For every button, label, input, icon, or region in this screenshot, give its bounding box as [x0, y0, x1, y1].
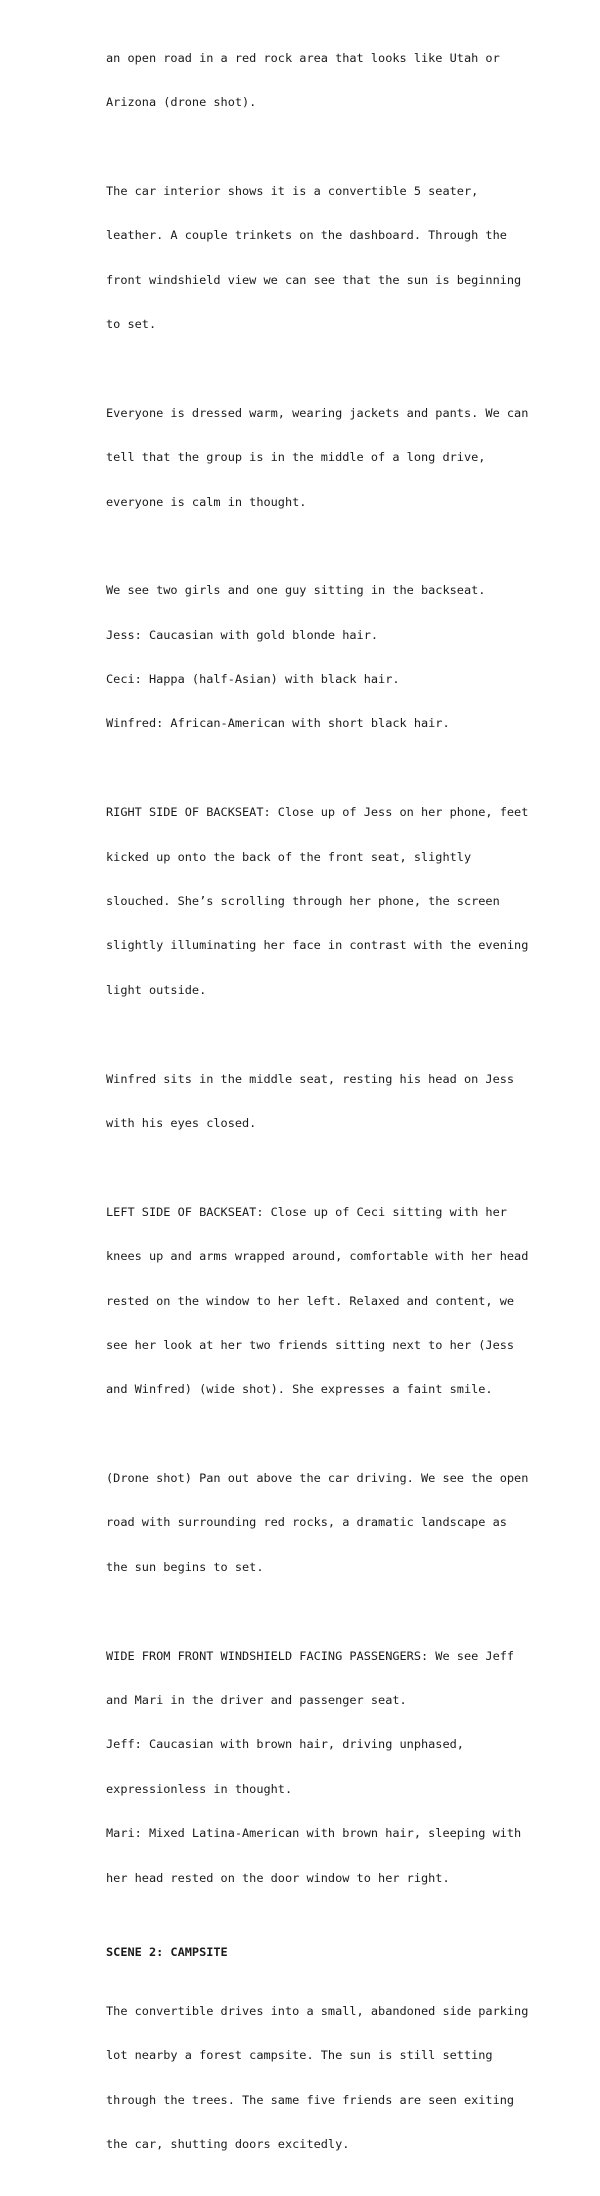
script-line: RIGHT SIDE OF BACKSEAT: Close up of Jess on her phone, feet [106, 805, 529, 820]
script-line: leather. A couple trinkets on the dashboard. Through the [106, 228, 507, 243]
action-paragraph-winfred [106, 1042, 546, 1160]
script-line: tell that the group is in the middle of a long drive, [106, 450, 486, 465]
script-line: (Drone shot) Pan out above the car driving. We see the open [106, 1471, 529, 1486]
script-line: an open road in a red rock area that looks like Utah or [106, 50, 500, 65]
action-paragraph-left-backseat [106, 1175, 546, 1427]
script-line: We see two girls and one guy sitting in the backseat. [106, 583, 486, 598]
script-line: kicked up onto the back of the front seat, slightly [106, 849, 472, 864]
action-paragraph-right-backseat [106, 776, 546, 1028]
script-line: LEFT SIDE OF BACKSEAT: Close up of Ceci sitting with her [106, 1204, 507, 1219]
script-line: lot nearby a forest campsite. The sun is still setting [106, 2048, 493, 2063]
character-description-winfred: Winfred: African-American with short black hair. [106, 716, 450, 731]
script-line: her head rested on the door window to her right. [106, 1870, 450, 1885]
script-line: through the trees. The same five friends are seen exiting [106, 2092, 515, 2107]
character-description-ceci: Ceci: Happa (half-Asian) with black hair. [106, 672, 400, 687]
script-line: and Winfred) (wide shot). She expresses a faint smile. [106, 1382, 493, 1397]
script-line: the car, shutting doors excitedly. [106, 2136, 350, 2151]
character-description-mari: Mari: Mixed Latina-American with brown hair, sleeping with [106, 1826, 522, 1841]
action-paragraph-drone-pan [106, 1442, 546, 1605]
script-line: knees up and arms wrapped around, comfortable with her head [106, 1249, 529, 1264]
script-line: expressionless in thought. [106, 1781, 293, 1796]
script-line: front windshield view we can see that the sun is beginning [106, 272, 522, 287]
script-line: slightly illuminating her face in contrast with the evening [106, 938, 529, 953]
script-line: rested on the window to her left. Relaxed and content, we [106, 1293, 515, 1308]
script-line: the sun begins to set. [106, 1559, 264, 1574]
script-line: see her look at her two friends sitting next to her (Jess [106, 1337, 515, 1352]
character-intro-backseat [106, 554, 546, 761]
script-line: The convertible drives into a small, abandoned side parking [106, 2003, 529, 2018]
script-line: and Mari in the driver and passenger seat. [106, 1693, 407, 1708]
scene-heading: SCENE 2: CAMPSITE [106, 1944, 228, 1959]
character-description-jess: Jess: Caucasian with gold blonde hair. [106, 627, 379, 642]
script-line: Winfred sits in the middle seat, resting his head on Jess [106, 1071, 515, 1086]
script-line: The car interior shows it is a convertible 5 seater, [106, 183, 479, 198]
script-line: Arizona (drone shot). [106, 94, 257, 109]
screenplay-body [106, 21, 546, 2196]
action-paragraph-front-windshield [106, 1619, 546, 1915]
action-paragraph-campsite [106, 1974, 546, 2181]
character-description-jeff: Jeff: Caucasian with brown hair, driving unphased, [106, 1737, 464, 1752]
script-line: road with surrounding red rocks, a dramatic landscape as [106, 1515, 507, 1530]
script-line: Everyone is dressed warm, wearing jackets and pants. We can [106, 405, 529, 420]
script-line: light outside. [106, 982, 207, 997]
script-line: everyone is calm in thought. [106, 494, 307, 509]
action-paragraph-car-interior [106, 154, 546, 361]
script-line: WIDE FROM FRONT WINDSHIELD FACING PASSENGERS: We see Jeff [106, 1648, 515, 1663]
action-paragraph-dressed-warm [106, 376, 546, 539]
script-line: to set. [106, 316, 157, 331]
script-line: slouched. She’s scrolling through her phone, the screen [106, 894, 500, 909]
action-paragraph-drone-road [106, 21, 546, 139]
script-line: with his eyes closed. [106, 1115, 257, 1130]
